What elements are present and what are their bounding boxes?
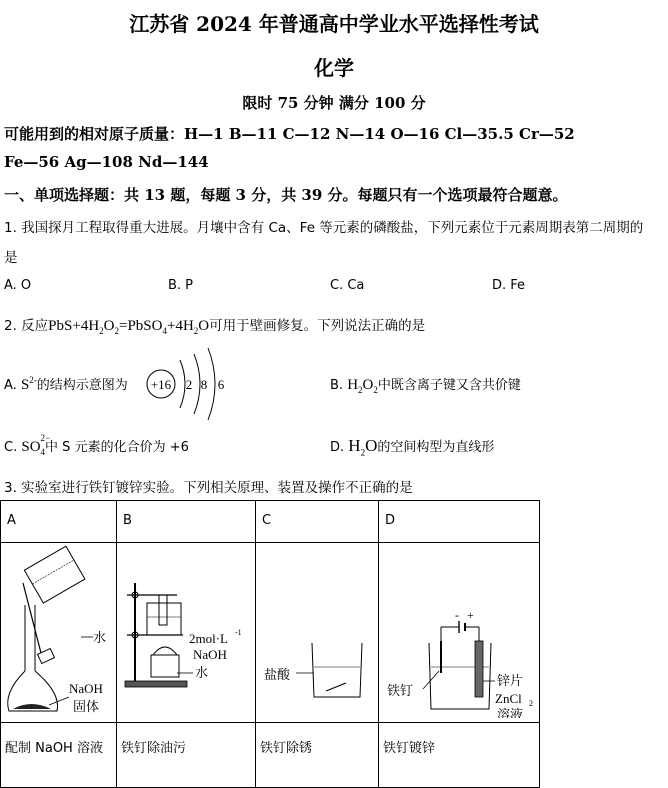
- label-solid: 固体: [73, 699, 100, 714]
- label-solution-d: 溶液: [497, 707, 524, 718]
- header-label-a: A: [7, 513, 16, 528]
- q2-option-b: [330, 374, 521, 395]
- q2-stem: [4, 314, 425, 336]
- label-conc: 2mol·L: [189, 631, 228, 646]
- q2-option-c-ion: SO $_{2- 4}$: [21, 433, 51, 457]
- q2-option-b-formula: $H_2O_2$: [347, 377, 378, 395]
- header-cell-c: [256, 501, 379, 543]
- label-iron-nail: 铁钉: [387, 683, 414, 698]
- q2-stem-suffix: 可用于壁画修复。下列说法正确的是: [209, 318, 426, 334]
- label-water-a: 水: [93, 630, 107, 645]
- label-zinc-plate: 锌片: [497, 673, 524, 688]
- image-cell-b: [117, 543, 256, 723]
- subject-title: 化学: [314, 56, 354, 80]
- section-heading: 一、单项选择题：共 13 题，每题 3 分，共 39 分。每题只有一个选项最符合题意。: [4, 186, 568, 204]
- q1-option-d: D. Fe: [492, 278, 526, 293]
- shell-1-electrons: 2: [185, 377, 193, 392]
- label-naoh-a: NaOH: [69, 681, 103, 696]
- q2-option-b-prefix: B.: [330, 378, 344, 393]
- q2-option-a-prefix: A.: [4, 378, 17, 393]
- caption-cell-d: [379, 723, 540, 788]
- header-label-c: C: [262, 513, 272, 528]
- heating-setup-diagram: [117, 543, 255, 718]
- q2-option-a-suffix: 的结构示意图为: [36, 378, 128, 393]
- q1-option-a: A. O: [4, 278, 32, 293]
- image-cell-d: [379, 543, 540, 723]
- q1-option-b: B. P: [168, 278, 194, 293]
- q2-option-d: [330, 436, 494, 457]
- q2-option-a-ion: $S^{2-}$: [20, 375, 37, 393]
- caption-cell-b: [117, 723, 256, 788]
- caption-d: 铁钉镀锌: [383, 741, 436, 756]
- caption-c: 铁钉除锈: [260, 741, 313, 756]
- exam-title: 江苏省 2024 年普通高中学业水平选择性考试: [129, 12, 539, 36]
- atomic-masses-line2: Fe—56 Ag—108 Nd—144: [4, 153, 209, 171]
- q2-option-c-suffix: 中 S 元素的化合价为 +6: [45, 440, 189, 455]
- table-image-row: [1, 543, 540, 723]
- caption-b: 铁钉除油污: [121, 741, 187, 756]
- header-label-b: B: [123, 513, 132, 528]
- image-cell-a: [1, 543, 117, 723]
- nucleus-charge-label: +16: [150, 377, 172, 392]
- label-zncl2-sub: 2: [529, 699, 533, 708]
- label-conc-exp: -1: [235, 628, 242, 637]
- label-water-b: 水: [195, 665, 209, 680]
- q2-option-c-prefix: C.: [4, 440, 18, 455]
- label-hydrochloric-acid: 盐酸: [264, 667, 291, 682]
- image-cell-c: [256, 543, 379, 723]
- header-label-d: D: [385, 513, 396, 528]
- label-minus: -: [455, 608, 459, 622]
- electroplating-diagram: [379, 543, 539, 718]
- table-header-row: [1, 501, 540, 543]
- caption-cell-c: [256, 723, 379, 788]
- label-plus: +: [467, 608, 474, 622]
- shell-3-electrons: 6: [217, 377, 225, 392]
- header-cell-a: [1, 501, 117, 543]
- q2-reaction-equation: $PbS+4H_2O_2=PbSO_4+4H_2O$: [48, 318, 210, 336]
- q2-option-d-suffix: 的空间构型为直线形: [377, 440, 495, 455]
- q2-option-d-prefix: D.: [330, 440, 345, 455]
- q1-option-c: C. Ca: [330, 278, 365, 293]
- sulfide-ion-structure-diagram: [144, 346, 234, 422]
- q3-options-table: [0, 500, 540, 788]
- q2-option-a: [4, 374, 128, 394]
- q1-stem-line1: 1. 我国探月工程取得重大进展。月壤中含有 Ca、Fe 等元素的磷酸盐，下列元素位于元素周期表第二周期的: [4, 220, 644, 236]
- q2-option-c: [4, 433, 189, 457]
- volumetric-flask-diagram: [1, 543, 116, 718]
- shell-2-electrons: 8: [200, 377, 208, 392]
- q2-stem-prefix: 2. 反应: [4, 318, 49, 334]
- table-caption-row: [1, 723, 540, 788]
- q2-option-b-suffix: 中既含离子键又含共价键: [377, 378, 521, 393]
- q1-stem-line2: 是: [4, 250, 18, 266]
- header-cell-d: [379, 501, 540, 543]
- label-zncl2: ZnCl: [495, 691, 522, 706]
- label-naoh-b: NaOH: [193, 647, 227, 662]
- q2-option-d-formula: $H_2O$: [348, 436, 378, 458]
- q3-stem: 3. 实验室进行铁钉镀锌实验。下列相关原理、装置及操作不正确的是: [4, 480, 413, 496]
- atomic-masses-line1: 可能用到的相对原子质量：H—1 B—11 C—12 N—14 O—16 Cl—35.5 Cr—52: [4, 125, 575, 143]
- caption-cell-a: [1, 723, 117, 788]
- header-cell-b: [117, 501, 256, 543]
- acid-beaker-diagram: [256, 543, 378, 718]
- time-score: 限时 75 分钟 满分 100 分: [242, 94, 426, 112]
- caption-a: 配制 NaOH 溶液: [5, 741, 103, 756]
